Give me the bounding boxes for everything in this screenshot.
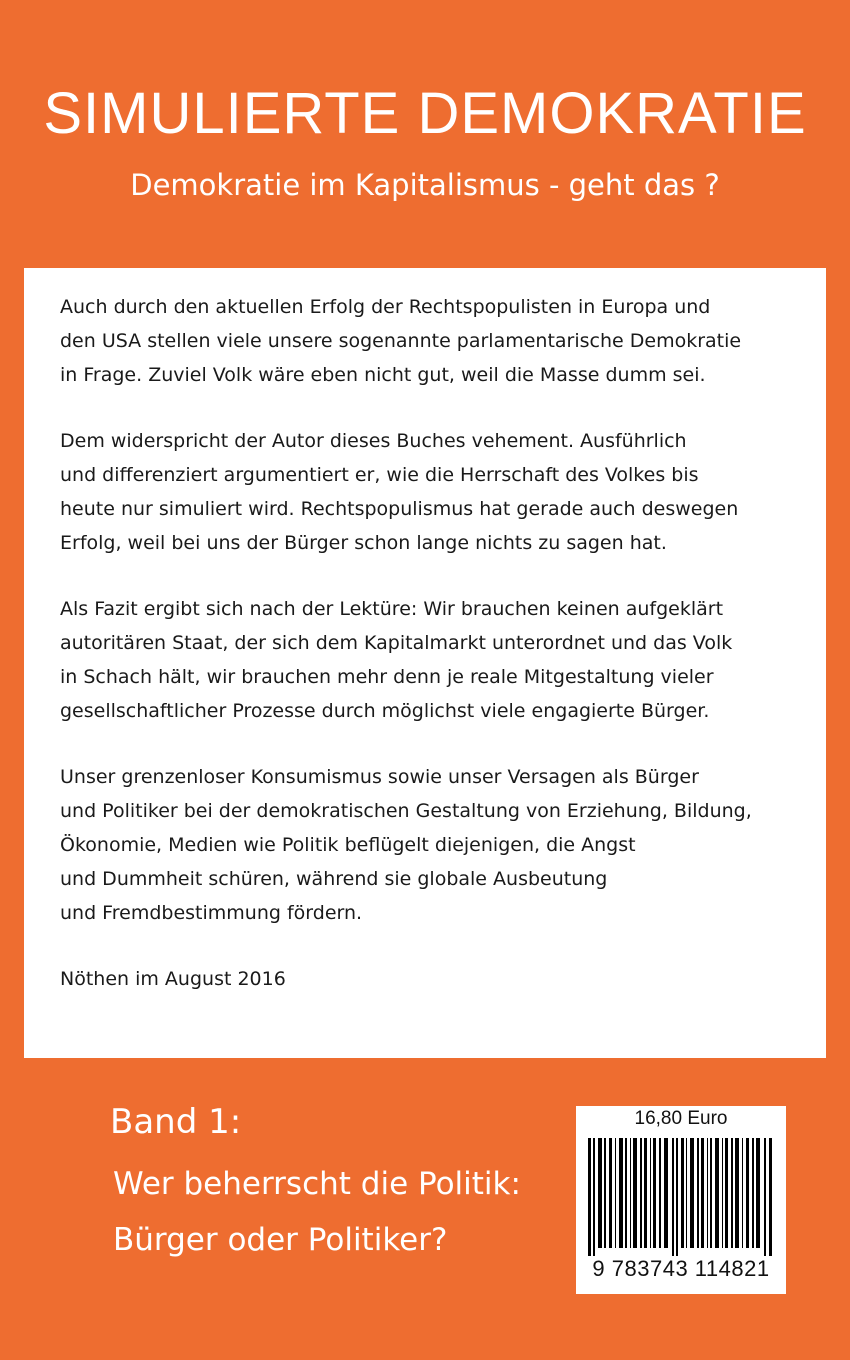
barcode-icon bbox=[584, 1138, 778, 1256]
blurb-paragraph-1 bbox=[60, 290, 800, 392]
signoff: Nöthen im August 2016 bbox=[60, 968, 286, 990]
blurb-line: den USA stellen viele unsere sogenannte parlamentarische Demokratie bbox=[60, 330, 742, 352]
blurb-line: und Dummheit schüren, während sie globale Ausbeutung bbox=[60, 868, 608, 890]
blurb-line: autoritären Staat, der sich dem Kapitalmarkt unterordnet und das Volk bbox=[60, 632, 733, 654]
blurb-line: in Frage. Zuviel Volk wäre eben nicht gut, weil die Masse dumm sei. bbox=[60, 364, 706, 386]
blurb-line: Dem widerspricht der Autor dieses Buches vehement. Ausführlich bbox=[60, 430, 687, 452]
series-question-line-2: Bürger oder Politiker? bbox=[113, 1222, 448, 1258]
blurb-line: Auch durch den aktuellen Erfolg der Rechtspopulisten in Europa und bbox=[60, 296, 711, 318]
blurb-line: in Schach hält, wir brauchen mehr denn je reale Mitgestaltung vieler bbox=[60, 666, 714, 688]
blurb-line: Erfolg, weil bei uns der Bürger schon lange nichts zu sagen hat. bbox=[60, 532, 667, 554]
blurb-panel bbox=[24, 268, 826, 1058]
blurb-paragraph-2 bbox=[60, 424, 800, 560]
blurb-paragraph-3 bbox=[60, 592, 800, 728]
blurb-line: und differenziert argumentiert er, wie die Herrschaft des Volkes bis bbox=[60, 464, 699, 486]
blurb-line: Ökonomie, Medien wie Politik beflügelt diejenigen, die Angst bbox=[60, 834, 636, 856]
book-subtitle: Demokratie im Kapitalismus - geht das ? bbox=[130, 168, 720, 202]
blurb-text bbox=[60, 290, 800, 996]
price-label: 16,80 Euro bbox=[634, 1108, 728, 1129]
series-question-line-1: Wer beherrscht die Politik: bbox=[113, 1166, 521, 1202]
blurb-paragraph-4 bbox=[60, 760, 800, 930]
blurb-line: gesellschaftlicher Prozesse durch möglichst viele engagierte Bürger. bbox=[60, 700, 710, 722]
blurb-line: und Fremdbestimmung fördern. bbox=[60, 902, 363, 924]
blurb-line: Als Fazit ergibt sich nach der Lektüre: Wir brauchen keinen aufgeklärt bbox=[60, 598, 724, 620]
book-title: SIMULIERTE DEMOKRATIE bbox=[43, 81, 807, 146]
barcode-block bbox=[576, 1106, 786, 1294]
blurb-line: und Politiker bei der demokratischen Gestaltung von Erziehung, Bildung, bbox=[60, 800, 752, 822]
isbn-number: 9 783743 114821 bbox=[592, 1256, 770, 1281]
blurb-line: heute nur simuliert wird. Rechtspopulismus hat gerade auch deswegen bbox=[60, 498, 739, 520]
band-label: Band 1: bbox=[110, 1102, 242, 1142]
blurb-line: Unser grenzenloser Konsumismus sowie unser Versagen als Bürger bbox=[60, 766, 699, 788]
